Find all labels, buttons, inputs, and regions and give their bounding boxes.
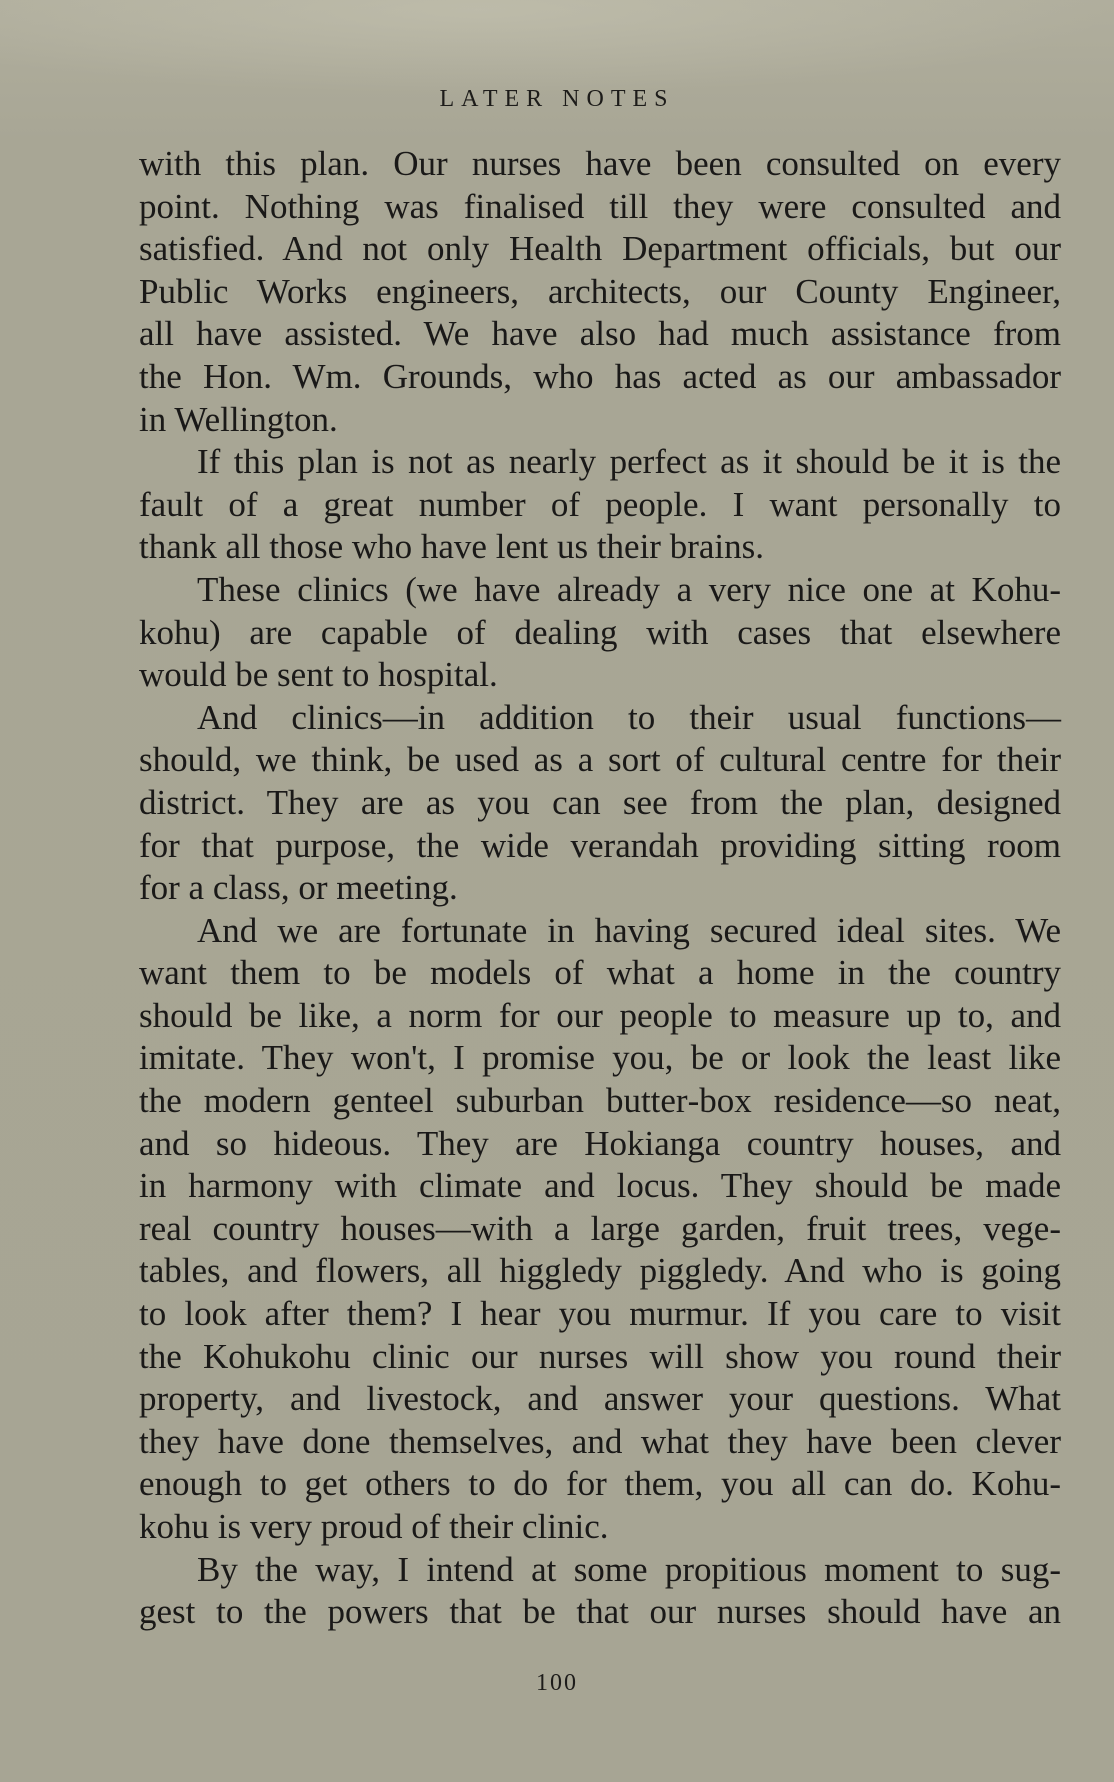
text-line: By the way, I intend at some propitious moment to sug‑ xyxy=(197,1549,1061,1589)
text-line: thank all those who have lent us their brains. xyxy=(139,527,764,567)
text-line: for that purpose, the wide verandah providing sitting room xyxy=(139,825,1061,865)
paragraph-4 xyxy=(139,697,1061,910)
paragraph-1 xyxy=(139,143,1061,441)
body-text xyxy=(139,143,1061,1634)
paragraph-5 xyxy=(139,910,1061,1549)
text-line: should be like, a norm for our people to measure up to, and xyxy=(139,995,1061,1035)
text-line: the Kohukohu clinic our nurses will show you round their xyxy=(139,1336,1061,1376)
text-line: should, we think, be used as a sort of cultural centre for their xyxy=(139,740,1061,780)
text-line: in harmony with climate and locus. They should be made xyxy=(139,1166,1061,1206)
text-line: the Hon. Wm. Grounds, who has acted as our ambassador xyxy=(139,356,1061,396)
text-line: they have done themselves, and what they have been clever xyxy=(139,1421,1061,1461)
text-line: satisfied. And not only Health Department officials, but our xyxy=(139,229,1061,269)
text-line: district. They are as you can see from the plan, designed xyxy=(139,782,1061,822)
text-line: imitate. They won't, I promise you, be or look the least like xyxy=(139,1038,1061,1078)
page-number: 100 xyxy=(536,1670,578,1696)
paragraph-2 xyxy=(139,441,1061,569)
running-header: LATER NOTES xyxy=(439,86,675,112)
text-line: And we are fortunate in having secured ideal sites. We xyxy=(197,910,1061,950)
text-line: the modern genteel suburban butter‑box residence—so neat, xyxy=(139,1081,1061,1121)
text-line: for a class, or meeting. xyxy=(139,868,458,908)
text-line: real country houses—with a large garden, fruit trees, vege‑ xyxy=(139,1208,1061,1248)
text-line: with this plan. Our nurses have been consulted on every xyxy=(139,144,1061,183)
text-line: point. Nothing was finalised till they were consulted and xyxy=(139,186,1061,226)
text-line: Public Works engineers, architects, our County Engineer, xyxy=(139,271,1061,311)
text-line: and so hideous. They are Hokianga country houses, and xyxy=(139,1123,1061,1163)
text-line: enough to get others to do for them, you all can do. Kohu‑ xyxy=(139,1464,1061,1504)
text-line: And clinics—in addition to their usual functions— xyxy=(197,697,1061,737)
text-line: gest to the powers that be that our nurses should have an xyxy=(139,1592,1061,1632)
text-line: fault of a great number of people. I want personally to xyxy=(139,484,1061,524)
text-line: tables, and flowers, all higgledy piggledy. And who is going xyxy=(139,1251,1061,1291)
text-line: want them to be models of what a home in the country xyxy=(139,953,1061,993)
text-line: If this plan is not as nearly perfect as it should be it is the xyxy=(197,442,1061,482)
text-line: would be sent to hospital. xyxy=(139,655,498,695)
text-line: in Wellington. xyxy=(139,399,338,439)
text-line: property, and livestock, and answer your questions. What xyxy=(139,1379,1061,1419)
text-line: kohu) are capable of dealing with cases that elsewhere xyxy=(139,612,1061,652)
paragraph-3 xyxy=(139,569,1061,697)
text-line: to look after them? I hear you murmur. If you care to visit xyxy=(139,1294,1061,1334)
text-line: These clinics (we have already a very nice one at Kohu‑ xyxy=(197,569,1061,609)
text-line: kohu is very proud of their clinic. xyxy=(139,1507,609,1546)
paragraph-6 xyxy=(139,1549,1061,1634)
text-line: all have assisted. We have also had much assistance from xyxy=(139,314,1061,354)
